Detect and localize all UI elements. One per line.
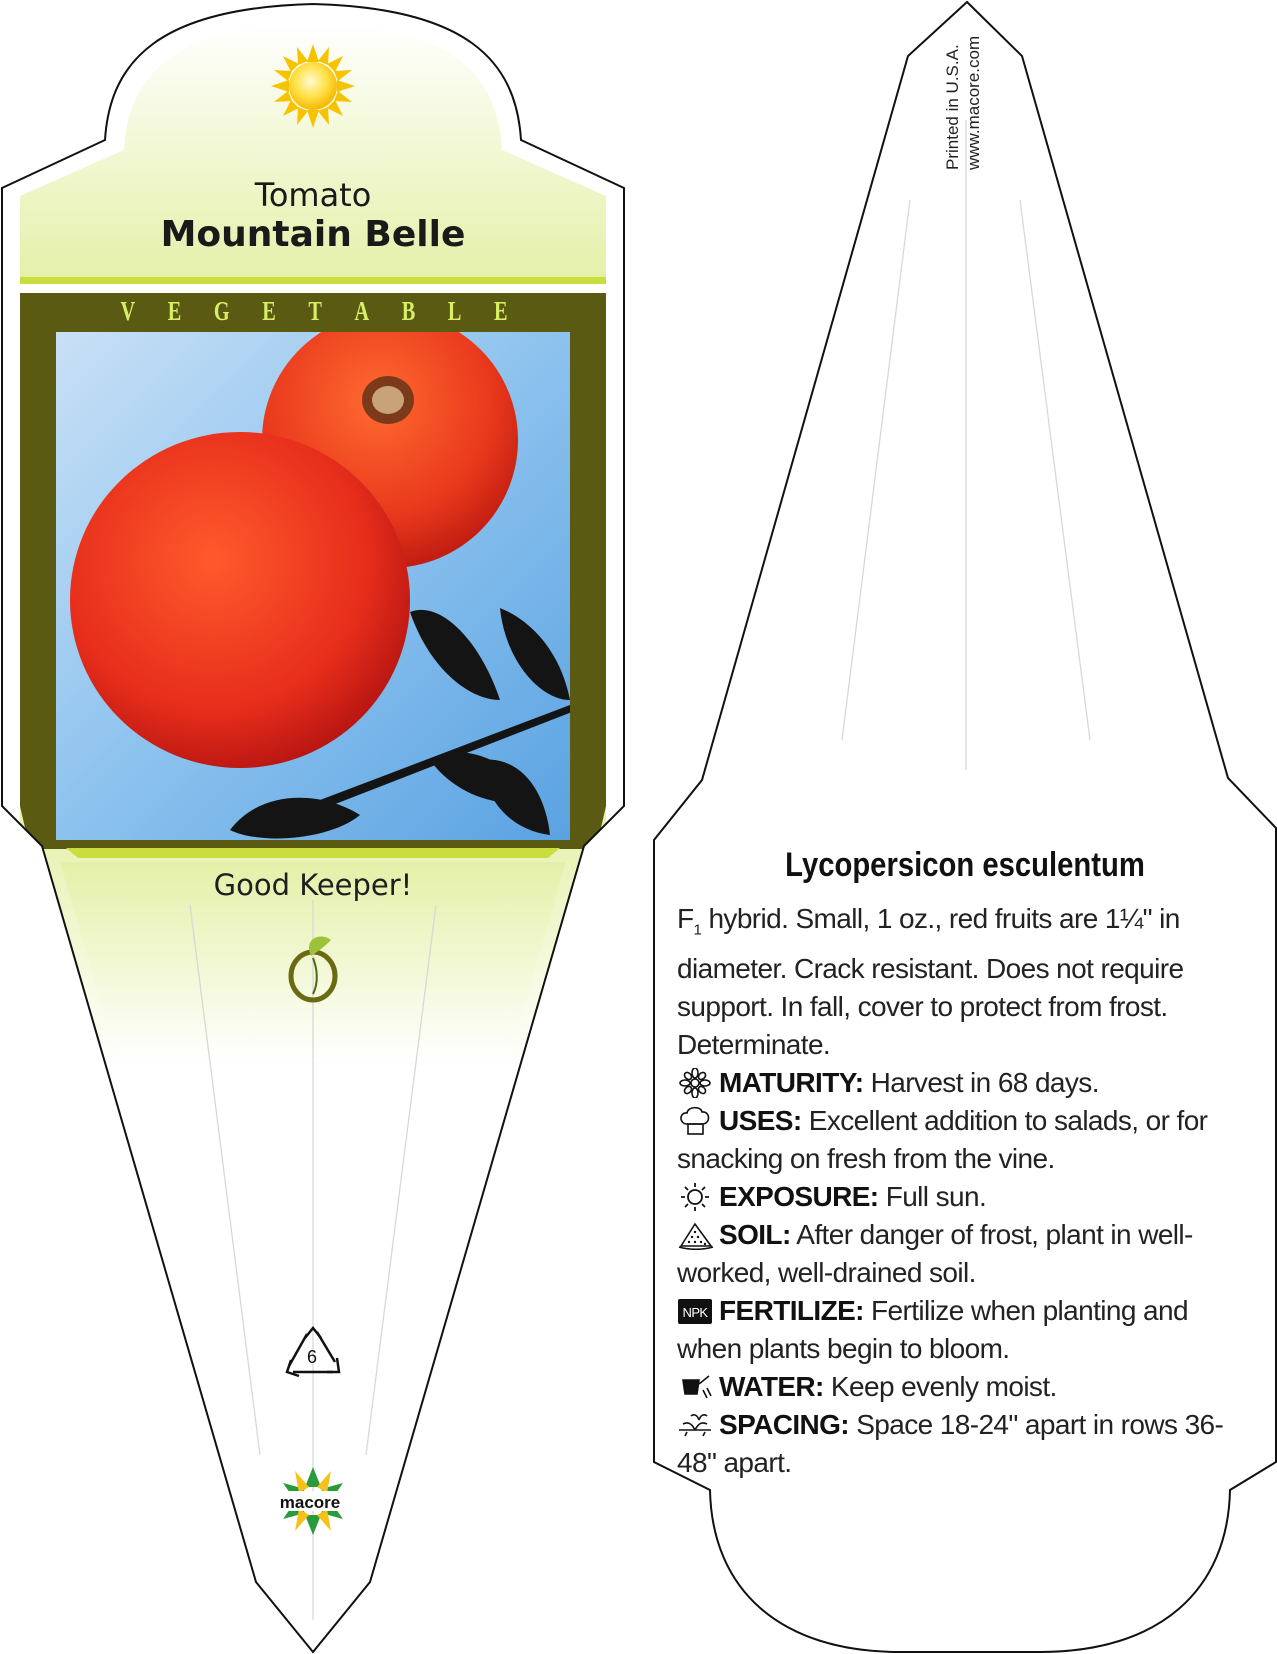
- category-letter: E: [262, 296, 276, 326]
- common-name: Tomato: [254, 176, 372, 214]
- category-banner: [121, 296, 508, 332]
- care-spacing: SPACING: Space 18-24" apart in rows 36-48" apart.: [677, 1408, 1224, 1478]
- category-letter: A: [354, 296, 370, 326]
- care-exposure: EXPOSURE: Full sun.: [677, 1178, 1237, 1216]
- category-letter: B: [401, 296, 416, 326]
- flower-icon: [677, 1068, 715, 1098]
- website: www.macore.com: [964, 35, 983, 170]
- category-letter: E: [493, 296, 508, 326]
- care-water: WATER: Keep evenly moist.: [677, 1368, 1237, 1406]
- care-maturity: MATURITY: Harvest in 68 days.: [677, 1064, 1237, 1102]
- tagline: Good Keeper!: [213, 868, 413, 902]
- care-fertilize: NPK FERTILIZE: Fertilize when planting and when plants begin to bloom.: [677, 1294, 1188, 1364]
- care-soil: SOIL: After danger of frost, plant in well-worked, well-drained soil.: [677, 1218, 1193, 1288]
- chef-hat-icon: [677, 1106, 715, 1136]
- category-letter: E: [167, 296, 182, 326]
- care-uses: USES: Excellent addition to salads, or for snacking on fresh from the vine.: [677, 1104, 1208, 1174]
- variety-name: Mountain Belle: [160, 214, 466, 255]
- spacing-icon: [677, 1410, 715, 1440]
- botanical-name: Lycopersicon esculentum: [785, 846, 1145, 884]
- intro-paragraph: $F_1$ hybrid. Small, 1 oz., red fruits are 1¼" in diameter. Crack resistant. Does not require support. In fall, cover to protect from frost. Determinate.: [677, 903, 1184, 1060]
- brand-name: macore: [279, 1493, 341, 1512]
- category-letter: T: [308, 296, 322, 326]
- category-letter: L: [447, 296, 462, 326]
- sun-exposure-icon: [677, 1182, 715, 1212]
- watering-can-icon: [677, 1372, 715, 1402]
- soil-icon: [677, 1220, 715, 1250]
- tomato-photo: [56, 312, 572, 840]
- description: [677, 900, 1237, 1482]
- npk-icon: [677, 1296, 715, 1326]
- recycle-number: 6: [306, 1347, 317, 1367]
- svg-text:NPK: NPK: [682, 1304, 708, 1320]
- category-letter: G: [213, 296, 230, 326]
- printer-info: [942, 0, 984, 170]
- sun-icon: [271, 44, 355, 128]
- category-letter: V: [120, 296, 136, 326]
- printed-in: Printed in U.S.A.: [943, 44, 962, 170]
